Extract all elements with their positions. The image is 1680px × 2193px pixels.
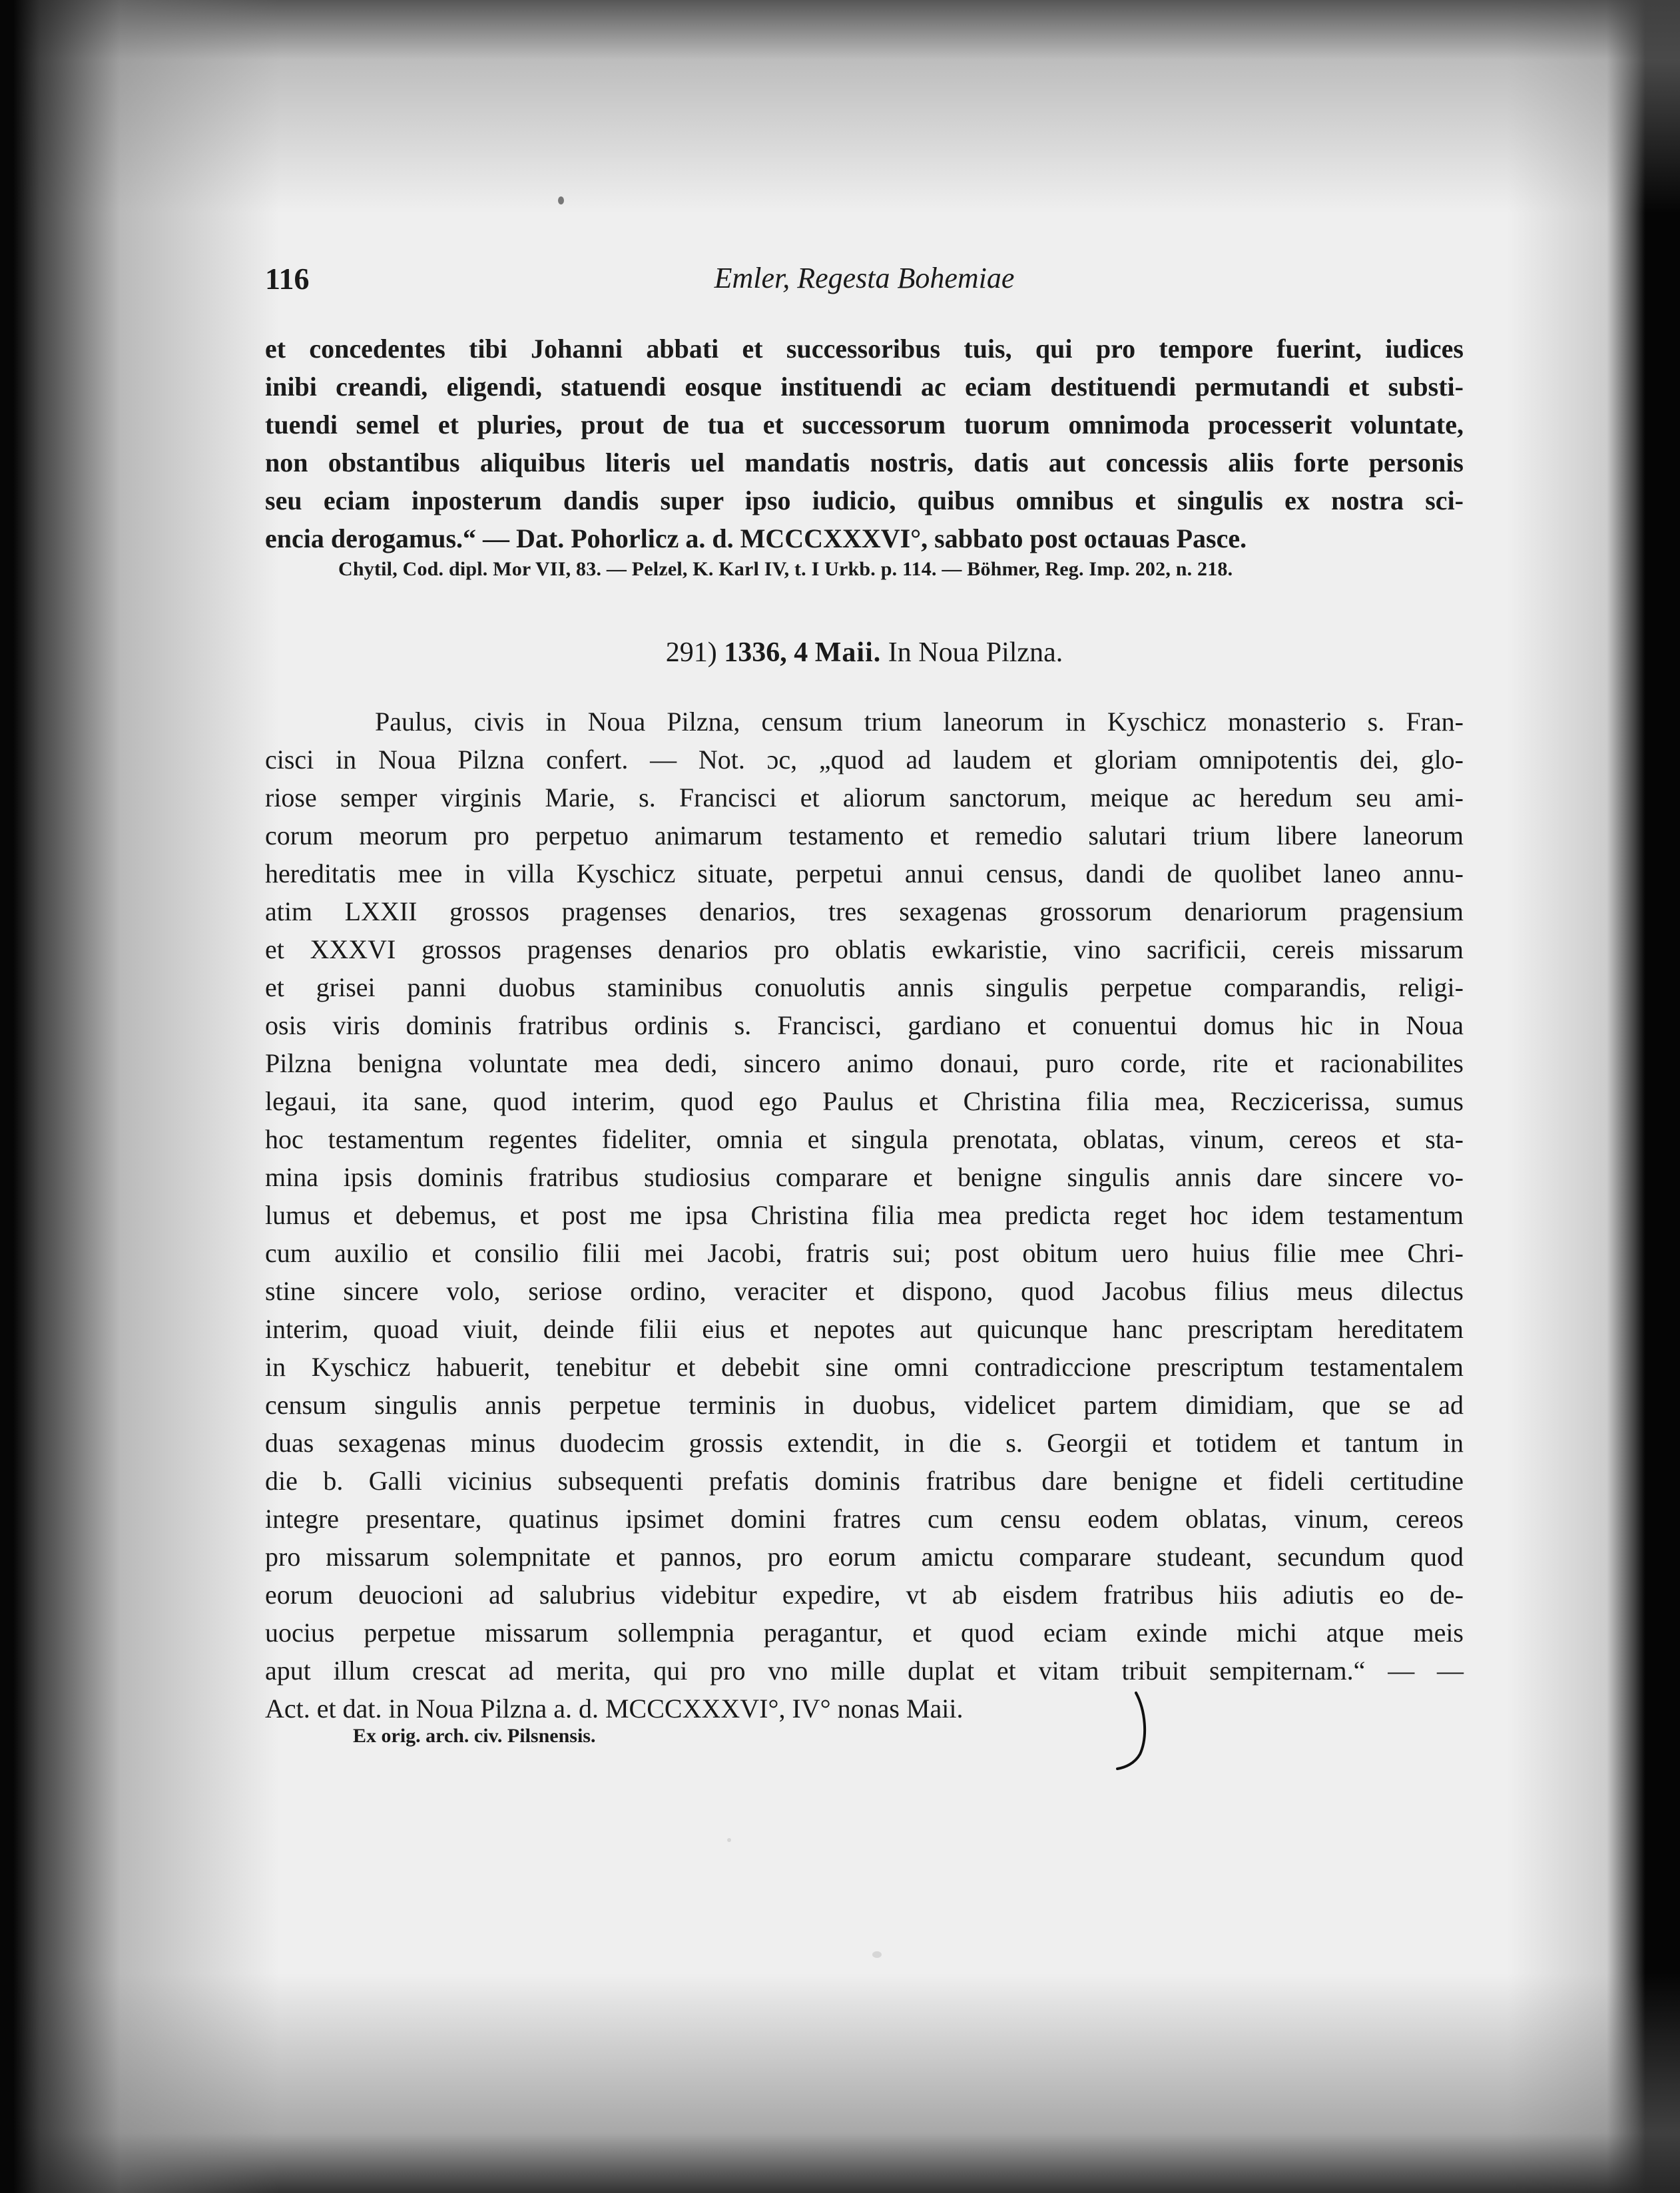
running-title: Emler, Regesta Bohemiae — [714, 262, 1015, 294]
entry-date: 1336, 4 — [724, 637, 808, 668]
continuation-text — [265, 330, 1464, 557]
text-line: duas sexagenas minus duodecim grossis extendit, in die s. Georgii et totidem et tantum in — [265, 1428, 1464, 1458]
text-line: pro missarum solempnitate et pannos, pro eorum amictu comparare studeant, secundum quod — [265, 1542, 1464, 1572]
citation-note: Chytil, Cod. dipl. Mor VII, 83. — Pelzel, K. Karl IV, t. I Urkb. p. 114. — Böhmer, Reg. Imp. 202, n. 218. — [338, 558, 1233, 580]
source-note: Ex orig. arch. civ. Pilsnensis. — [353, 1725, 596, 1747]
text-line: tuendi semel et pluries, prout de tua et successorum tuorum omnimoda processerit voluntate, — [265, 410, 1464, 440]
text-line: Act. et dat. in Noua Pilzna a. d. MCCCXXXVI°, IV° nonas Maii. — [265, 1694, 964, 1723]
text-line: osis viris dominis fratribus ordinis s. Francisci, gardiano et conuentui domus hic in Noua — [265, 1010, 1464, 1040]
text-line: seu eciam inposterum dandis super ipso iudicio, quibus omnibus et singulis ex nostra sci- — [265, 485, 1464, 515]
page-number: 116 — [265, 262, 310, 296]
entry-body — [265, 703, 1464, 1727]
text-line: mina ipsis dominis fratribus studiosius comparare et benigne singulis annis dare sincere vo- — [265, 1162, 1464, 1192]
text-line: et XXXVI grossos pragenses denarios pro oblatis ewkaristie, vino sacrificii, cereis missarum — [265, 934, 1464, 964]
text-line: encia derogamus.“ — Dat. Pohorlicz a. d. MCCCXXXVI°, sabbato post octauas Pasce. — [265, 523, 1247, 553]
entry-heading — [265, 637, 1464, 669]
text-line: integre presentare, quatinus ipsimet domini fratres cum censu eodem oblatas, vinum, cereos — [265, 1504, 1464, 1534]
text-line: corum meorum pro perpetuo animarum testamento et remedio salutari trium libere laneorum — [265, 820, 1464, 850]
text-line: in Kyschicz habuerit, tenebitur et debebit sine omni contradiccione prescriptum testamentalem — [265, 1352, 1464, 1382]
entry-month: Maii. — [814, 637, 882, 668]
text-line: stine sincere volo, seriose ordino, veraciter et dispono, quod Jacobus filius meus dilectus — [265, 1276, 1464, 1306]
text-line: Paulus, civis in Noua Pilzna, censum trium laneorum in Kyschicz monasterio s. Fran- — [375, 707, 1464, 737]
text-line: die b. Galli vicinius subsequenti prefatis dominis fratribus dare benigne et fideli certitudine — [265, 1466, 1464, 1496]
text-line: et concedentes tibi Johanni abbati et successoribus tuis, qui pro tempore fuerint, iudices — [265, 334, 1464, 364]
text-line: hoc testamentum regentes fideliter, omnia et singula prenotata, oblatas, vinum, cereos et sta- — [265, 1124, 1464, 1154]
text-line: inibi creandi, eligendi, statuendi eosque instituendi ac eciam destituendi permutandi et substi- — [265, 372, 1464, 402]
text-line: non obstantibus aliquibus literis uel mandatis nostris, datis aut concessis aliis forte personis — [265, 448, 1464, 477]
text-line: cum auxilio et consilio filii mei Jacobi, fratris sui; post obitum uero huius filie mee Chri- — [265, 1238, 1464, 1268]
text-line: aput illum crescat ad merita, qui pro vno mille duplat et vitam tribuit sempiternam.“ — — — [265, 1656, 1464, 1686]
text-line: interim, quoad viuit, deinde filii eius et nepotes aut quicunque hanc prescriptam hereditatem — [265, 1314, 1464, 1344]
text-line: hereditatis mee in villa Kyschicz situate, perpetui annui census, dandi de quolibet laneo annu- — [265, 858, 1464, 888]
text-line: lumus et debemus, et post me ipsa Christina filia mea predicta reget hoc idem testamentum — [265, 1200, 1464, 1230]
text-line: riose semper virginis Marie, s. Francisci et aliorum sanctorum, meique ac heredum seu ami- — [265, 783, 1464, 812]
text-line: et grisei panni duobus staminibus conuolutis annis singulis perpetue comparandis, religi- — [265, 972, 1464, 1002]
text-line: censum singulis annis perpetue terminis in duobus, videlicet partem dimidiam, que se ad — [265, 1390, 1464, 1420]
entry-place: In Noua Pilzna. — [888, 637, 1063, 668]
text-line: eorum deuocioni ad salubrius videbitur expedire, vt ab eisdem fratribus hiis adiutis eo de- — [265, 1580, 1464, 1610]
handwritten-brace-mark — [1116, 1690, 1156, 1770]
text-line: cisci in Noua Pilzna confert. — Not. ɔc, „quod ad laudem et gloriam omnipotentis dei, glo- — [265, 745, 1464, 775]
text-line: Pilzna benigna voluntate mea dedi, sincero animo donaui, puro corde, rite et racionabilites — [265, 1048, 1464, 1078]
page-header — [265, 261, 1464, 301]
entry-number: 291) — [665, 637, 717, 668]
text-line: uocius perpetue missarum sollempnia peragantur, et quod eciam exinde michi atque meis — [265, 1618, 1464, 1648]
text-line: atim LXXII grossos pragenses denarios, tres sexagenas grossorum denariorum pragensium — [265, 896, 1464, 926]
text-line: legaui, ita sane, quod interim, quod ego Paulus et Christina filia mea, Reczicerissa, sumus — [265, 1086, 1464, 1116]
